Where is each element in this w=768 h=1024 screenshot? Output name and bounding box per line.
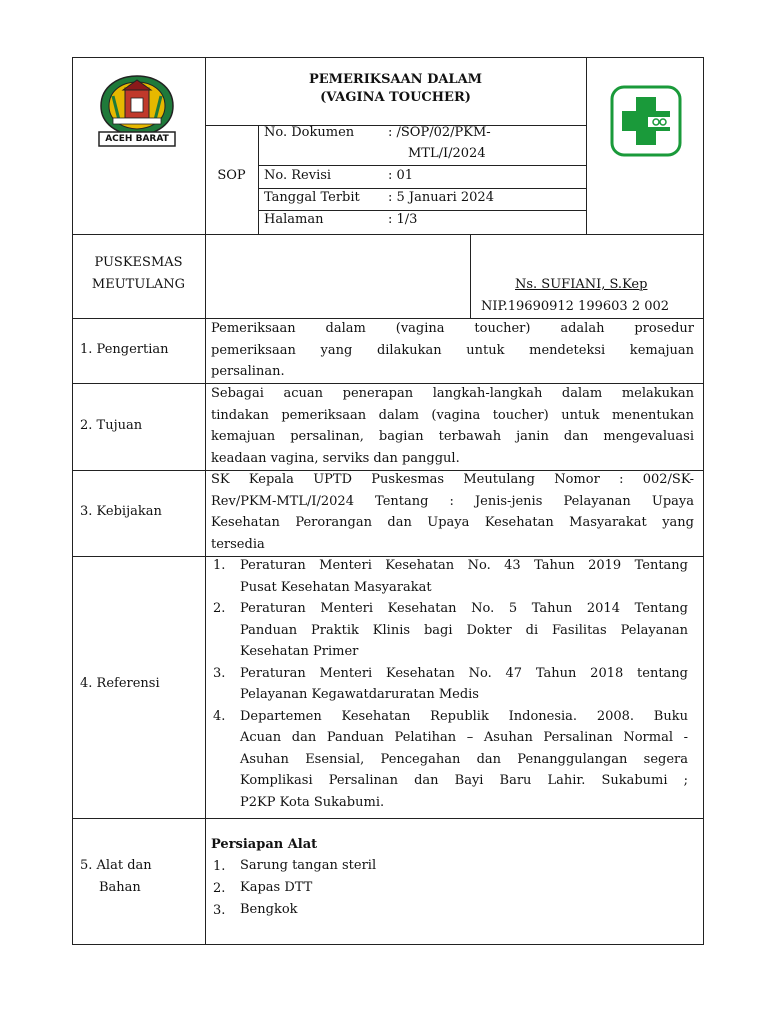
document-title-line2: (VAGINA TOUCHER) — [320, 90, 471, 105]
field-value-dokumen-1: : /SOP/02/PKM- — [388, 125, 491, 140]
pengertian-line-1: Pemeriksaan dalam (vagina toucher) adalah prosedur — [211, 321, 694, 336]
field-value-halaman: : 1/3 — [388, 212, 418, 227]
pengertian-line-2: pemeriksaan yang dilakukan untuk mendeteksi kemajuan — [211, 342, 694, 358]
alat-subheading: Persiapan Alat — [211, 837, 318, 852]
ref-2-line-3: Kesehatan Primer — [240, 644, 359, 659]
section-label-referensi: 4. Referensi — [80, 676, 160, 691]
logo-caption: ACEH BARAT — [105, 134, 169, 144]
alat-item: Sarung tangan steril — [240, 858, 377, 873]
section-label-alat-2: Bahan — [99, 880, 141, 895]
alat-item: Bengkok — [240, 902, 298, 917]
section-label-alat-1: 5. Alat dan — [80, 858, 152, 873]
ref-1-line-2: Pusat Kesehatan Masyarakat — [240, 579, 432, 595]
field-value-tanggal: : 5 Januari 2024 — [388, 190, 494, 205]
puskesmas-logo — [610, 85, 682, 157]
ref-2-line-2: Panduan Praktik Klinis bagi Dokter di Fasilitas Pelayanan — [240, 622, 688, 638]
field-value-revisi: : 01 — [388, 168, 414, 183]
ref-4-line-3: Asuhan Esensial, Pencegahan dan Penanggulangan segera — [240, 751, 688, 767]
ref-4-line-2: Acuan dan Panduan Pelatihan – Asuhan Persalinan Normal - — [240, 730, 688, 745]
field-label-halaman: Halaman — [264, 212, 324, 227]
tujuan-line-4: keadaan vagina, serviks dan panggul. — [211, 450, 460, 466]
field-value-dokumen-2: MTL/I/2024 — [408, 146, 486, 161]
alat-number: 1. — [213, 859, 226, 874]
alat-number: 3. — [213, 903, 226, 918]
sop-label: SOP — [217, 168, 246, 183]
ref-4-line-5: P2KP Kota Sukabumi. — [240, 794, 385, 810]
signatory-nip: NIP.19690912 199603 2 002 — [481, 299, 670, 314]
section-label-tujuan: 2. Tujuan — [80, 418, 143, 433]
kebijakan-line-4: tersedia — [211, 536, 265, 552]
field-label-dokumen: No. Dokumen — [264, 125, 355, 140]
pengertian-line-3: persalinan. — [211, 364, 285, 379]
ref-1-line-1: Peraturan Menteri Kesehatan No. 43 Tahun 2019 Tentang — [240, 558, 688, 573]
ref-2-line-1: Peraturan Menteri Kesehatan No. 5 Tahun 2014 Tentang — [240, 601, 688, 616]
alat-item: Kapas DTT — [240, 880, 313, 895]
field-label-revisi: No. Revisi — [264, 168, 332, 183]
tujuan-line-3: kemajuan persalinan, bagian terbawah janin dan mengevaluasi — [211, 429, 694, 444]
ref-4-line-4: Komplikasi Persalinan dan Bayi Baru Lahir. Sukabumi ; — [240, 773, 688, 788]
ref-number: 2. — [213, 601, 226, 616]
medical-cross-icon — [610, 85, 682, 157]
section-label-pengertian: 1. Pengertian — [80, 342, 169, 357]
ref-3-line-1: Peraturan Menteri Kesehatan No. 47 Tahun 2018 tentang — [240, 665, 688, 681]
section-label-kebijakan: 3. Kebijakan — [80, 504, 162, 519]
aceh-barat-logo — [95, 72, 179, 148]
ref-number: 3. — [213, 665, 226, 681]
field-label-tanggal: Tanggal Terbit — [264, 190, 360, 205]
ref-3-line-2: Pelayanan Kegawatdaruratan Medis — [240, 687, 479, 702]
ref-4-line-1: Departemen Kesehatan Republik Indonesia. 2008. Buku — [240, 708, 688, 724]
tujuan-line-2: tindakan pemeriksaan dalam (vagina toucher) untuk menentukan — [211, 407, 694, 423]
document-title-line1: PEMERIKSAAN DALAM — [308, 72, 483, 87]
signatory-name: Ns. SUFIANI, S.Kep — [515, 277, 648, 292]
tujuan-line-1: Sebagai acuan penerapan langkah-langkah dalam melakukan — [211, 386, 694, 401]
org-name-line2: MEUTULANG — [91, 277, 186, 292]
kebijakan-line-1: SK Kepala UPTD Puskesmas Meutulang Nomor : 002/SK- — [211, 472, 694, 487]
kebijakan-line-2: Rev/PKM-MTL/I/2024 Tentang : Jenis-jenis Pelayanan Upaya — [211, 493, 694, 509]
kebijakan-line-3: Kesehatan Perorangan dan Upaya Kesehatan Masyarakat yang — [211, 515, 694, 530]
ref-number: 1. — [213, 558, 226, 573]
alat-number: 2. — [213, 881, 226, 896]
org-name-line1: PUSKESMAS — [94, 255, 183, 270]
ref-number: 4. — [213, 708, 226, 724]
